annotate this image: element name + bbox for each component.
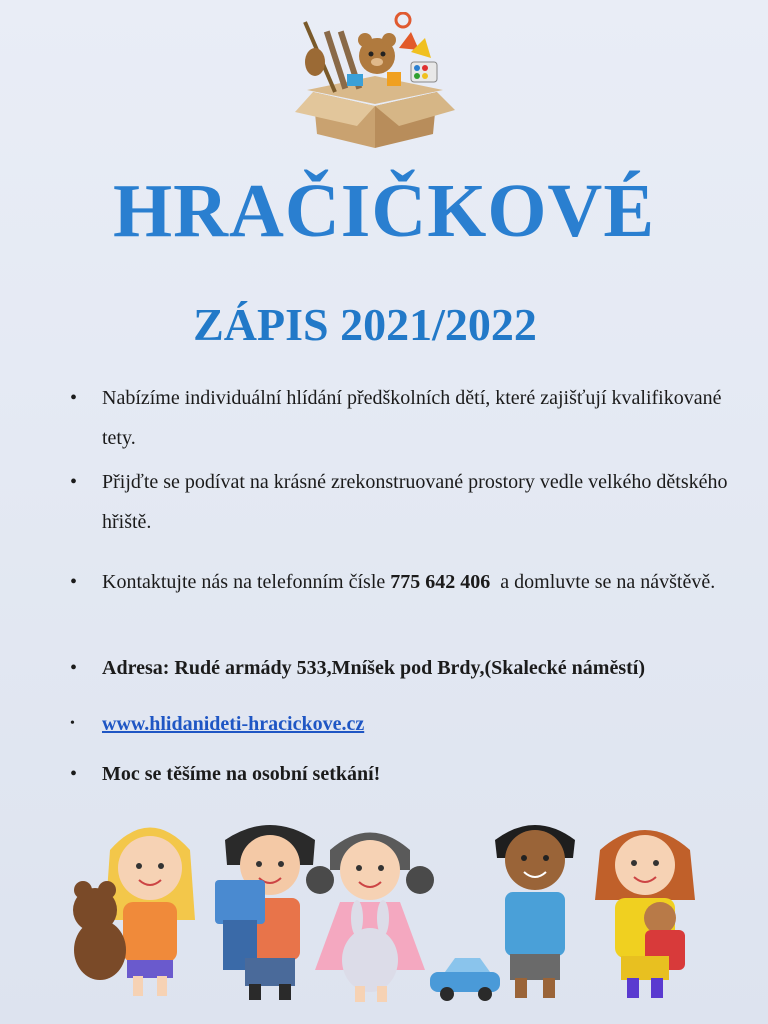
bullet-icon: • xyxy=(70,387,78,409)
page-title: HRAČIČKOVÉ xyxy=(112,169,656,253)
bullet-icon: • xyxy=(70,716,75,731)
list-item xyxy=(70,462,730,542)
toy-box-icon xyxy=(295,12,455,152)
list-item-text: Nabízíme individuální hlídání předškolních dětí, které zajišťují kvalifikované tety. xyxy=(102,387,722,449)
contact-text xyxy=(102,562,730,602)
page-subtitle: ZÁPIS 2021/2022 xyxy=(193,299,537,350)
list-item xyxy=(70,562,730,602)
list-item xyxy=(70,754,730,794)
child-figure xyxy=(215,825,315,1000)
website-link[interactable]: www.hlidanideti-hracickove.cz xyxy=(102,713,365,735)
bullet-icon: • xyxy=(70,763,78,785)
list-item-text: Přijďte se podívat na krásné zrekonstruované prostory vedle velkého dětského hřiště. xyxy=(102,471,728,533)
contact-text-before: Kontaktujte nás na telefonním čísle xyxy=(102,571,386,593)
child-figure xyxy=(595,830,695,998)
list-item xyxy=(70,704,730,744)
bullet-icon: • xyxy=(70,571,78,593)
list-item xyxy=(70,378,730,458)
child-figure xyxy=(495,825,575,998)
bullet-icon: • xyxy=(70,657,78,679)
bullet-icon: • xyxy=(70,471,78,493)
child-figure xyxy=(73,828,195,997)
children-group-illustration xyxy=(55,810,735,1010)
phone-number: 775 642 406 xyxy=(390,571,491,593)
toy-car-icon xyxy=(430,958,500,1001)
address-text: Adresa: Rudé armády 533,Mníšek pod Brdy,(Skalecké náměstí) xyxy=(102,657,645,679)
contact-text-after: a domluvte se na návštěvě. xyxy=(500,571,716,593)
closing-text: Moc se těšíme na osobní setkání! xyxy=(102,763,381,785)
child-figure xyxy=(306,833,434,1003)
list-item xyxy=(70,648,730,688)
